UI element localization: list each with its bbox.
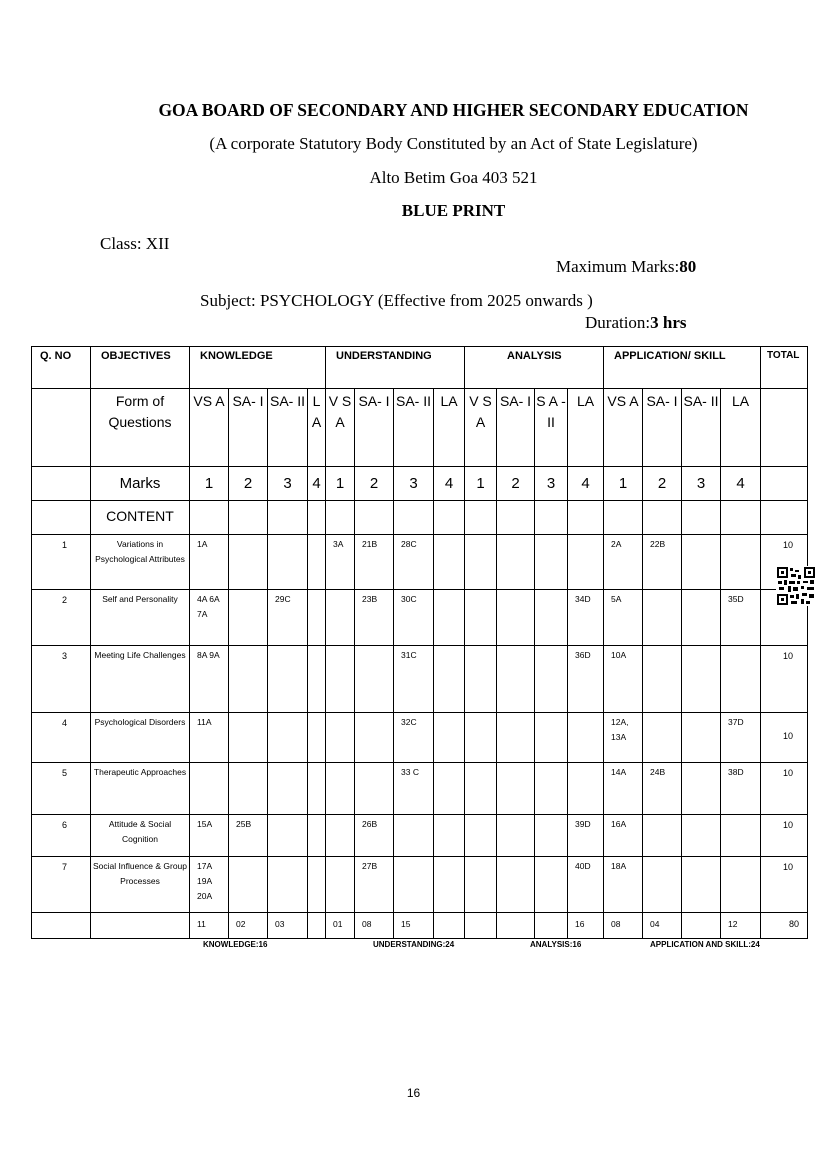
form-of-question-cell: SA- II	[682, 389, 721, 467]
document-title: BLUE PRINT	[401, 201, 506, 220]
row-topic: Psychological Disorders	[91, 713, 190, 763]
row-cell: 36D	[568, 646, 604, 713]
row-cell	[308, 763, 326, 815]
form-of-question-cell: SA- I	[229, 389, 268, 467]
row-cell	[326, 763, 355, 815]
row-cell	[308, 590, 326, 646]
row-cell: 33 C	[394, 763, 434, 815]
row-cell: 17A 19A 20A	[190, 857, 229, 913]
row-cell: 16A	[604, 815, 643, 857]
duration-label: Duration:	[585, 313, 651, 332]
form-of-question-cell: LA	[721, 389, 761, 467]
row-cell	[355, 763, 394, 815]
row-cell	[682, 535, 721, 590]
marks-cell: 1	[604, 467, 643, 501]
maximum-marks	[556, 257, 696, 277]
row-cell: 8A 9A	[190, 646, 229, 713]
row-cell	[682, 763, 721, 815]
row-cell: 2A	[604, 535, 643, 590]
row-cell: 26B	[355, 815, 394, 857]
form-of-questions-row	[32, 389, 808, 467]
row-cell: 39D	[568, 815, 604, 857]
row-total: 10	[761, 815, 808, 857]
duration	[585, 313, 687, 333]
totals-cell: 12	[721, 913, 761, 939]
content-label: CONTENT	[91, 501, 190, 535]
marks-cell: 2	[497, 467, 535, 501]
application-header: APPLICATION/ SKILL	[604, 347, 761, 389]
row-topic: Therapeutic Approaches	[91, 763, 190, 815]
row-cell: 24B	[643, 763, 682, 815]
row-cell	[643, 857, 682, 913]
grand-total: 80	[761, 913, 808, 939]
row-cell	[326, 815, 355, 857]
totals-cell: 01	[326, 913, 355, 939]
form-of-questions-label: Form of Questions	[91, 389, 190, 467]
row-cell	[326, 646, 355, 713]
row-cell	[268, 713, 308, 763]
marks-cell: 1	[326, 467, 355, 501]
row-cell	[308, 535, 326, 590]
blank-cell	[761, 467, 808, 501]
totals-cell	[682, 913, 721, 939]
board-title: GOA BOARD OF SECONDARY AND HIGHER SECONDARY EDUCATION	[158, 100, 749, 120]
row-cell: 1A	[190, 535, 229, 590]
row-cell	[721, 815, 761, 857]
row-cell	[268, 646, 308, 713]
totals-cell	[535, 913, 568, 939]
blank-cell	[355, 501, 394, 535]
row-qno: 2	[32, 590, 91, 646]
totals-row	[32, 913, 808, 939]
max-marks-value: 80	[679, 257, 697, 276]
row-cell: 5A	[604, 590, 643, 646]
table-row	[32, 590, 808, 646]
row-qno: 3	[32, 646, 91, 713]
row-qno: 5	[32, 763, 91, 815]
analysis-header: ANALYSIS	[465, 347, 604, 389]
row-cell	[326, 857, 355, 913]
table-row	[32, 713, 808, 763]
row-cell	[326, 713, 355, 763]
total-header: TOTAL	[761, 347, 808, 389]
totals-cell: 02	[229, 913, 268, 939]
row-cell	[434, 857, 465, 913]
page-number: 16	[406, 1086, 421, 1100]
section-totals-footer	[0, 940, 827, 954]
marks-cell: 2	[229, 467, 268, 501]
totals-cell	[465, 913, 497, 939]
form-of-question-cell: LA	[434, 389, 465, 467]
row-qno: 6	[32, 815, 91, 857]
row-cell: 38D	[721, 763, 761, 815]
row-cell	[721, 535, 761, 590]
row-cell: 31C	[394, 646, 434, 713]
row-cell: 21B	[355, 535, 394, 590]
form-of-question-cell: SA- I	[355, 389, 394, 467]
row-cell	[434, 646, 465, 713]
row-cell	[190, 763, 229, 815]
row-cell	[308, 857, 326, 913]
marks-cell: 3	[535, 467, 568, 501]
row-cell	[682, 857, 721, 913]
row-cell	[434, 815, 465, 857]
row-cell	[394, 815, 434, 857]
row-cell	[268, 857, 308, 913]
row-cell: 12A, 13A	[604, 713, 643, 763]
blank-cell	[32, 501, 91, 535]
row-cell	[465, 713, 497, 763]
blank-cell	[32, 467, 91, 501]
class-label: Class: XII	[100, 234, 170, 253]
totals-cell	[308, 913, 326, 939]
row-cell	[535, 535, 568, 590]
row-cell	[497, 590, 535, 646]
row-topic: Attitude & Social Cognition	[91, 815, 190, 857]
row-cell: 25B	[229, 815, 268, 857]
marks-cell: 1	[190, 467, 229, 501]
row-cell	[682, 713, 721, 763]
blank-cell	[761, 501, 808, 535]
form-of-question-cell: VS A	[604, 389, 643, 467]
row-cell	[394, 857, 434, 913]
form-of-question-cell: SA- II	[268, 389, 308, 467]
row-cell	[308, 646, 326, 713]
table-row	[32, 535, 808, 590]
row-cell	[465, 535, 497, 590]
row-cell	[497, 713, 535, 763]
row-cell	[721, 857, 761, 913]
blank-cell	[643, 501, 682, 535]
marks-cell: 3	[268, 467, 308, 501]
knowledge-total: KNOWLEDGE:16	[203, 940, 268, 949]
form-of-question-cell: V S A	[465, 389, 497, 467]
form-of-question-cell: SA- II	[394, 389, 434, 467]
marks-cell: 4	[308, 467, 326, 501]
qr-code-icon	[776, 566, 816, 606]
row-cell	[682, 646, 721, 713]
marks-cell: 4	[721, 467, 761, 501]
marks-cell: 2	[643, 467, 682, 501]
row-qno: 7	[32, 857, 91, 913]
row-cell	[434, 535, 465, 590]
form-of-question-cell: V S A	[326, 389, 355, 467]
row-cell	[229, 857, 268, 913]
row-total: 10	[761, 535, 808, 590]
blank-cell	[190, 501, 229, 535]
row-cell	[229, 590, 268, 646]
marks-cell: 1	[465, 467, 497, 501]
analysis-total: ANALYSIS:16	[530, 940, 582, 949]
table-row	[32, 646, 808, 713]
row-cell	[465, 815, 497, 857]
corporate-subtitle: (A corporate Statutory Body Constituted by an Act of State Legislature)	[209, 134, 698, 153]
row-cell	[465, 590, 497, 646]
blank-cell	[308, 501, 326, 535]
row-cell: 29C	[268, 590, 308, 646]
blank-cell	[326, 501, 355, 535]
table-row	[32, 857, 808, 913]
form-of-question-cell: LA	[568, 389, 604, 467]
row-cell: 22B	[643, 535, 682, 590]
row-cell: 11A	[190, 713, 229, 763]
row-cell	[308, 713, 326, 763]
totals-cell: 03	[268, 913, 308, 939]
blank-cell	[682, 501, 721, 535]
marks-row	[32, 467, 808, 501]
row-cell	[465, 763, 497, 815]
qno-header: Q. NO	[32, 347, 91, 389]
row-cell	[535, 763, 568, 815]
row-qno: 1	[32, 535, 91, 590]
blank-cell	[568, 501, 604, 535]
row-total: 10	[761, 857, 808, 913]
header-row	[32, 347, 808, 389]
row-cell	[682, 590, 721, 646]
content-row	[32, 501, 808, 535]
row-cell	[465, 646, 497, 713]
form-of-question-cell: S A -II	[535, 389, 568, 467]
row-topic: Social Influence & Group Processes	[91, 857, 190, 913]
row-cell	[355, 713, 394, 763]
blank-cell	[497, 501, 535, 535]
row-cell	[268, 763, 308, 815]
blueprint-table	[31, 346, 808, 939]
row-cell	[434, 590, 465, 646]
totals-cell: 04	[643, 913, 682, 939]
totals-cell: 15	[394, 913, 434, 939]
blank-cell	[32, 389, 91, 467]
row-cell: 27B	[355, 857, 394, 913]
duration-value: 3 hrs	[650, 313, 687, 332]
row-total: 10	[761, 763, 808, 815]
row-cell	[535, 713, 568, 763]
totals-cell: 08	[604, 913, 643, 939]
totals-cell: 16	[568, 913, 604, 939]
blank-cell	[229, 501, 268, 535]
row-topic: Meeting Life Challenges	[91, 646, 190, 713]
address: Alto Betim Goa 403 521	[369, 168, 538, 187]
row-cell	[535, 590, 568, 646]
row-cell	[643, 590, 682, 646]
table-row	[32, 815, 808, 857]
row-total: 10	[761, 713, 808, 763]
row-cell	[721, 646, 761, 713]
row-cell	[643, 646, 682, 713]
row-cell: 23B	[355, 590, 394, 646]
row-cell	[643, 713, 682, 763]
totals-cell: 11	[190, 913, 229, 939]
row-cell	[568, 713, 604, 763]
blank-cell	[32, 913, 91, 939]
blank-cell	[465, 501, 497, 535]
row-qno: 4	[32, 713, 91, 763]
blank-cell	[91, 913, 190, 939]
understanding-total: UNDERSTANDING:24	[373, 940, 455, 949]
row-cell	[568, 535, 604, 590]
totals-cell	[434, 913, 465, 939]
row-cell	[355, 646, 394, 713]
row-cell	[229, 763, 268, 815]
blank-cell	[604, 501, 643, 535]
row-cell	[434, 763, 465, 815]
row-total: 10	[761, 646, 808, 713]
understanding-header: UNDERSTANDING	[326, 347, 465, 389]
row-cell: 3A	[326, 535, 355, 590]
blank-cell	[535, 501, 568, 535]
row-cell	[497, 857, 535, 913]
blank-cell	[761, 389, 808, 467]
row-cell	[643, 815, 682, 857]
row-cell: 32C	[394, 713, 434, 763]
row-cell	[229, 535, 268, 590]
row-cell: 30C	[394, 590, 434, 646]
subject-line: Subject: PSYCHOLOGY (Effective from 2025 onwards )	[200, 291, 593, 310]
marks-cell: 4	[434, 467, 465, 501]
row-topic: Variations in Psychological Attributes	[91, 535, 190, 590]
row-cell: 18A	[604, 857, 643, 913]
marks-label: Marks	[91, 467, 190, 501]
marks-cell: 3	[394, 467, 434, 501]
max-marks-label: Maximum Marks:	[556, 257, 680, 276]
objectives-header: OBJECTIVES	[91, 347, 190, 389]
row-cell	[682, 815, 721, 857]
row-cell: 14A	[604, 763, 643, 815]
row-cell	[497, 815, 535, 857]
row-cell	[568, 763, 604, 815]
row-cell: 15A	[190, 815, 229, 857]
blank-cell	[434, 501, 465, 535]
row-cell	[434, 713, 465, 763]
row-cell: 10A	[604, 646, 643, 713]
row-cell: 37D	[721, 713, 761, 763]
row-cell	[268, 535, 308, 590]
row-cell	[326, 590, 355, 646]
marks-cell: 3	[682, 467, 721, 501]
row-cell	[535, 815, 568, 857]
knowledge-header: KNOWLEDGE	[190, 347, 326, 389]
form-of-question-cell: L A	[308, 389, 326, 467]
totals-cell	[497, 913, 535, 939]
blank-cell	[394, 501, 434, 535]
row-cell	[268, 815, 308, 857]
form-of-question-cell: SA- I	[643, 389, 682, 467]
row-cell	[497, 646, 535, 713]
totals-cell: 08	[355, 913, 394, 939]
row-cell	[535, 857, 568, 913]
row-cell	[229, 713, 268, 763]
row-topic: Self and Personality	[91, 590, 190, 646]
blank-cell	[721, 501, 761, 535]
row-cell	[535, 646, 568, 713]
row-cell	[308, 815, 326, 857]
marks-cell: 2	[355, 467, 394, 501]
row-cell	[229, 646, 268, 713]
row-cell: 35D	[721, 590, 761, 646]
form-of-question-cell: VS A	[190, 389, 229, 467]
table-row	[32, 763, 808, 815]
row-cell	[497, 535, 535, 590]
row-cell: 28C	[394, 535, 434, 590]
blank-cell	[268, 501, 308, 535]
form-of-question-cell: SA- I	[497, 389, 535, 467]
application-total: APPLICATION AND SKILL:24	[650, 940, 760, 949]
marks-cell: 4	[568, 467, 604, 501]
row-cell: 4A 6A 7A	[190, 590, 229, 646]
row-cell	[465, 857, 497, 913]
row-cell: 40D	[568, 857, 604, 913]
row-cell: 34D	[568, 590, 604, 646]
row-cell	[497, 763, 535, 815]
